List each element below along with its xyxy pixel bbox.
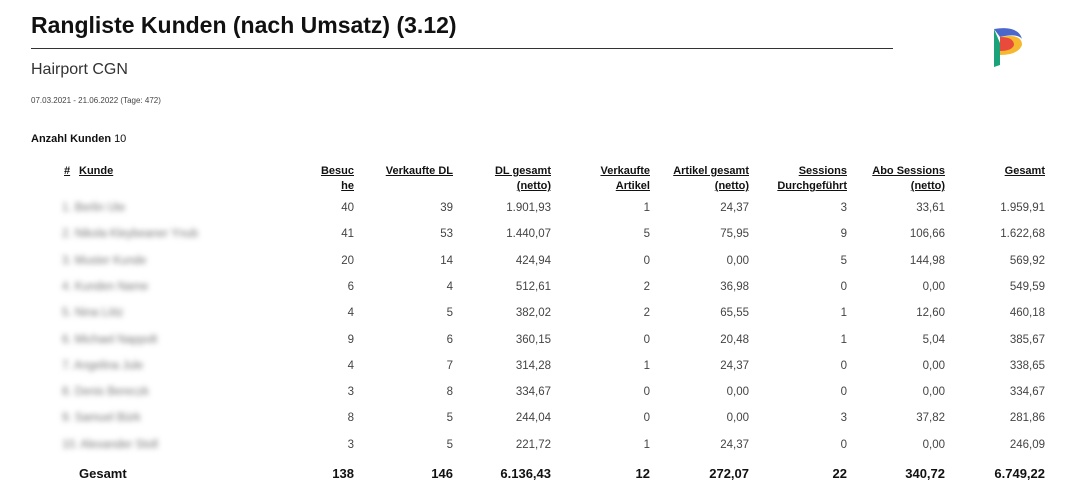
cell-abo-sessions: 0,00 — [922, 386, 945, 399]
cell-sessions: 0 — [840, 438, 847, 451]
total-verkaufte-dl: 146 — [431, 466, 453, 481]
cell-besuche: 9 — [347, 333, 354, 346]
customer-count-label: Anzahl Kunden — [31, 133, 112, 145]
cell-verkaufte-dl: 53 — [440, 228, 453, 241]
cell-verkaufte-dl: 8 — [446, 386, 453, 399]
total-sessions: 22 — [832, 466, 847, 481]
cell-dl-gesamt: 314,28 — [515, 359, 551, 372]
cell-gesamt: 1.959,91 — [1000, 202, 1045, 214]
total-gesamt: 6.749,22 — [994, 466, 1045, 481]
cell-verkaufte-artikel: 2 — [643, 280, 650, 293]
header-abo-sessions — [860, 164, 945, 194]
cell-sessions: 3 — [840, 412, 847, 425]
cell-verkaufte-artikel: 1 — [643, 438, 650, 451]
cell-gesamt: 385,67 — [1009, 333, 1045, 346]
cell-besuche: 8 — [347, 412, 354, 425]
header-besuche — [316, 164, 354, 194]
report-title: Rangliste Kunden (nach Umsatz) (3.12) — [31, 12, 457, 38]
cell-verkaufte-artikel: 0 — [643, 412, 650, 425]
cell-gesamt: 1.622,68 — [1000, 228, 1045, 241]
cell-abo-sessions: 33,61 — [916, 202, 945, 214]
header-gesamt — [995, 164, 1045, 179]
cell-besuche: 6 — [347, 280, 354, 293]
cell-besuche: 20 — [341, 254, 354, 267]
cell-besuche: 4 — [347, 359, 354, 372]
cell-verkaufte-artikel: 0 — [643, 386, 650, 399]
header-abo-sessions-line: Abo Sessions — [872, 165, 945, 177]
header-verkaufte-artikel — [588, 164, 650, 194]
cell-artikel-gesamt: 36,98 — [720, 280, 749, 293]
customer-name: 7. Angelina Jule — [62, 359, 144, 372]
cell-artikel-gesamt: 0,00 — [726, 412, 749, 425]
cell-verkaufte-artikel: 1 — [643, 202, 650, 214]
date-range: 07.03.2021 - 21.06.2022 (Tage: 472) — [31, 96, 161, 105]
cell-sessions: 1 — [840, 333, 847, 346]
cell-sessions: 0 — [840, 359, 847, 372]
cell-artikel-gesamt: 75,95 — [720, 228, 749, 241]
cell-dl-gesamt: 424,94 — [515, 254, 551, 267]
header-gesamt-line: Gesamt — [1004, 165, 1045, 177]
cell-dl-gesamt: 1.440,07 — [506, 228, 551, 241]
header-abo-sessions-line: (netto) — [910, 180, 945, 192]
cell-gesamt: 569,92 — [1009, 254, 1045, 267]
total-artikel-gesamt: 272,07 — [709, 466, 749, 481]
customer-name: 4. Kunden Name — [62, 280, 149, 293]
cell-besuche: 3 — [347, 438, 354, 451]
header-verkaufte-artikel-line: Artikel — [615, 180, 650, 192]
cell-artikel-gesamt: 24,37 — [720, 438, 749, 451]
totals-label: Gesamt — [79, 466, 127, 481]
cell-dl-gesamt: 244,04 — [515, 412, 551, 425]
cell-abo-sessions: 0,00 — [922, 280, 945, 293]
customer-name: 1. Berlin Ute — [62, 202, 126, 214]
cell-verkaufte-artikel: 5 — [643, 228, 650, 241]
cell-abo-sessions: 12,60 — [916, 307, 945, 320]
customer-name: 9. Samuel Bürk — [62, 412, 141, 425]
cell-gesamt: 246,09 — [1009, 438, 1045, 451]
cell-abo-sessions: 5,04 — [922, 333, 945, 346]
header-artikel-gesamt — [657, 164, 749, 194]
cell-gesamt: 338,65 — [1009, 359, 1045, 372]
header-besuche-line: Besuc — [320, 165, 354, 177]
cell-verkaufte-artikel: 0 — [643, 254, 650, 267]
cell-gesamt: 334,67 — [1009, 386, 1045, 399]
header-sessions — [766, 164, 847, 194]
cell-artikel-gesamt: 0,00 — [726, 254, 749, 267]
cell-artikel-gesamt: 24,37 — [720, 359, 749, 372]
cell-dl-gesamt: 334,67 — [515, 386, 551, 399]
cell-verkaufte-artikel: 0 — [643, 333, 650, 346]
cell-sessions: 0 — [840, 386, 847, 399]
cell-besuche: 3 — [347, 386, 354, 399]
header-dl-gesamt — [484, 164, 551, 194]
cell-abo-sessions: 0,00 — [922, 359, 945, 372]
cell-abo-sessions: 37,82 — [916, 412, 945, 425]
customer-name: 10. Alexander Stoll — [62, 438, 158, 451]
cell-artikel-gesamt: 20,48 — [720, 333, 749, 346]
cell-dl-gesamt: 1.901,93 — [506, 202, 551, 214]
customer-name: 3. Muster Kunde — [62, 254, 147, 267]
cell-verkaufte-dl: 14 — [440, 254, 453, 267]
cell-sessions: 3 — [840, 202, 847, 214]
header-kunde: Kunde — [79, 165, 114, 177]
cell-abo-sessions: 0,00 — [922, 438, 945, 451]
cell-besuche: 4 — [347, 307, 354, 320]
cell-verkaufte-dl: 5 — [446, 438, 453, 451]
total-dl-gesamt: 6.136,43 — [500, 466, 551, 481]
cell-sessions: 0 — [840, 280, 847, 293]
cell-dl-gesamt: 221,72 — [515, 438, 551, 451]
customer-name: 2. Nikola Kleybeaner Ynub — [62, 228, 198, 241]
header-rank: # — [64, 165, 71, 177]
cell-sessions: 9 — [840, 228, 847, 241]
cell-besuche: 41 — [341, 228, 354, 241]
cell-verkaufte-dl: 5 — [446, 307, 453, 320]
total-besuche: 138 — [332, 466, 354, 481]
header-artikel-gesamt-line: (netto) — [714, 180, 749, 192]
header-verkaufte-dl — [374, 164, 453, 179]
cell-sessions: 5 — [840, 254, 847, 267]
cell-dl-gesamt: 382,02 — [515, 307, 551, 320]
cell-artikel-gesamt: 65,55 — [720, 307, 749, 320]
header-besuche-line: he — [341, 180, 354, 192]
location-subtitle: Hairport CGN — [31, 61, 128, 78]
header-artikel-gesamt-line: Artikel gesamt — [673, 165, 749, 177]
cell-sessions: 1 — [840, 307, 847, 320]
cell-gesamt: 281,86 — [1009, 412, 1045, 425]
cell-verkaufte-dl: 6 — [446, 333, 453, 346]
header-dl-gesamt-line: (netto) — [516, 180, 551, 192]
cell-gesamt: 460,18 — [1009, 307, 1045, 320]
cell-verkaufte-dl: 4 — [446, 280, 453, 293]
cell-abo-sessions: 106,66 — [909, 228, 945, 241]
cell-dl-gesamt: 512,61 — [515, 280, 551, 293]
header-dl-gesamt-line: DL gesamt — [494, 165, 551, 177]
cell-gesamt: 549,59 — [1009, 280, 1045, 293]
total-verkaufte-artikel: 12 — [635, 466, 650, 481]
header-sessions-line: Sessions — [798, 165, 847, 177]
cell-verkaufte-dl: 39 — [440, 202, 453, 214]
cell-artikel-gesamt: 0,00 — [726, 386, 749, 399]
cell-abo-sessions: 144,98 — [909, 254, 945, 267]
customer-count-value: 10 — [114, 133, 127, 145]
cell-verkaufte-dl: 5 — [446, 412, 453, 425]
total-abo-sessions: 340,72 — [905, 466, 945, 481]
cell-dl-gesamt: 360,15 — [515, 333, 551, 346]
cell-besuche: 40 — [341, 202, 354, 214]
customer-name: 6. Michael Nappolt — [62, 333, 158, 346]
header-verkaufte-dl-line: Verkaufte DL — [385, 165, 453, 177]
customer-name: 5. Nina Lötz — [62, 307, 124, 320]
header-sessions-line: Durchgeführt — [777, 180, 847, 192]
cell-verkaufte-dl: 7 — [446, 359, 453, 372]
header-verkaufte-artikel-line: Verkaufte — [600, 165, 650, 177]
cell-artikel-gesamt: 24,37 — [720, 202, 749, 214]
customer-name: 8. Denis Bereczk — [62, 386, 149, 399]
cell-verkaufte-artikel: 1 — [643, 359, 650, 372]
cell-verkaufte-artikel: 2 — [643, 307, 650, 320]
